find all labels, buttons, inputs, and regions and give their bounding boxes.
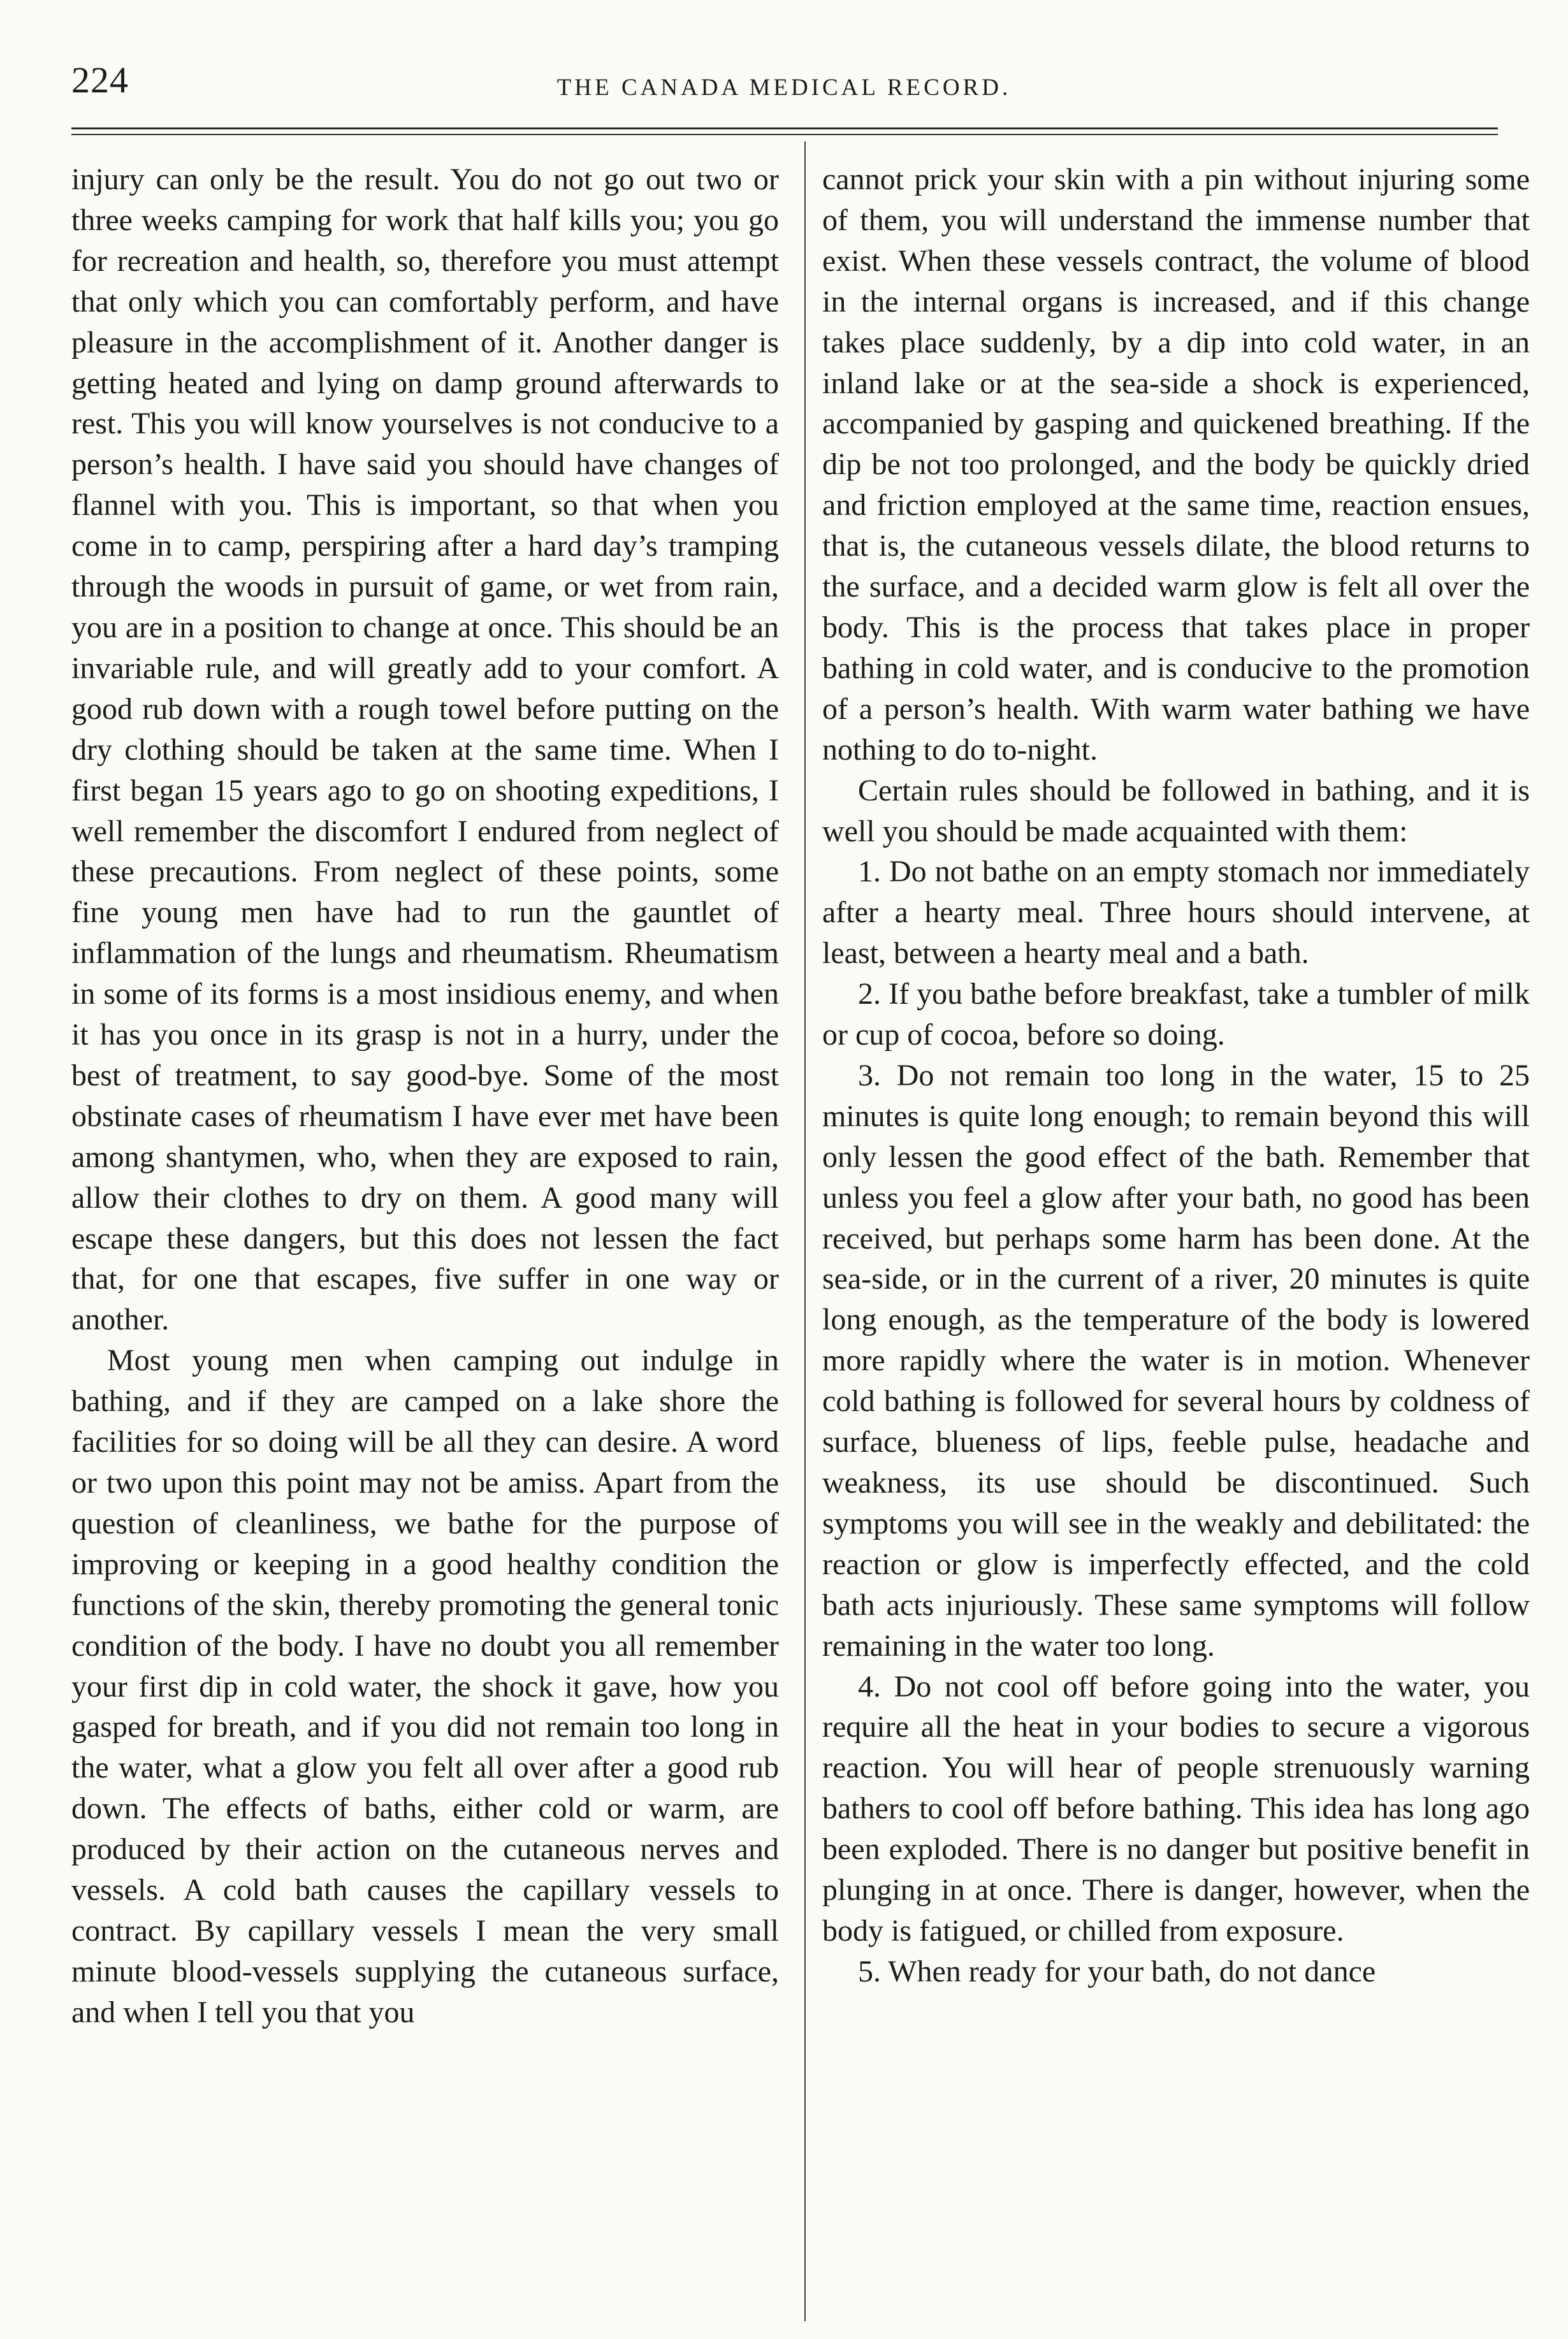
column-divider [804, 141, 806, 2321]
rule-item: 3. Do not remain too long in the water, 15 to 25 minutes is quite long enough; to remain beyond this will only lessen the good effect of the bath. Remember that unless you feel a glow after your bath, no good has been received, but perhaps some harm has been done. At the sea-side, or in the current of a river, 20 minutes is quite long enough, as the temperature of the body is lowered more rapidly where the water is in motion. Whenever cold bathing is followed for several hours by coldness of surface, blueness of lips, feeble pulse, headache and weakness, its use should be discontinued. Such symptoms you will see in the weakly and debilitated: the reaction or glow is imperfectly effected, and the cold bath acts injuriously. These same symptoms will follow remaining in the water too long. [822, 1058, 1530, 1663]
paragraph: cannot prick your skin with a pin without injuring some of them, you will understand the immense number that exist. When these vessels contract, the volume of blood in the internal organs is increased, and if this change takes place suddenly, by a dip into cold water, in an inland lake or at the sea-side a shock is experienced, accompanied by gasping and quickened breathing. If the dip be not too prolonged, and the body be quickly dried and friction employed at the same time, reaction ensues, that is, the cutaneous vessels dilate, the blood returns to the surface, and a decided warm glow is felt all over the body. This is the process that takes place in proper bathing in cold water, and is conducive to the promotion of a person’s health. With warm water bathing we have nothing to do to-night. [822, 163, 1530, 767]
header-rule-bottom [71, 134, 1498, 135]
page-number: 224 [71, 59, 129, 101]
paragraph: Certain rules should be followed in bathing, and it is well you should be made acquainted with them: [822, 773, 1530, 848]
paragraph: Most young men when camping out indulge in bathing, and if they are camped on a lake shore the facilities for so doing will be all they can desire. A word or two upon this point may not be amiss. Apart from the question of cleanliness, we bathe for the purpose of improving or keeping in a good healthy condition the functions of the skin, thereby promoting the general tonic condition of the body. I have no doubt you all remember your first dip in cold water, the shock it gave, how you gasped for breath, and if you did not remain too long in the water, what a glow you felt all over after a good rub down. The effects of baths, either cold or warm, are produced by their action on the cutaneous nerves and vessels. A cold bath causes the capillary vessels to contract. By capillary vessels I mean the very small minute blood-vessels supplying the cutaneous surface, and when I tell you that you [71, 1343, 779, 2029]
right-column [822, 159, 1530, 1992]
rule-item: 2. If you bathe before breakfast, take a tumbler of milk or cup of cocoa, before so doing. [822, 977, 1530, 1052]
rule-item: 5. When ready for your bath, do not dance [858, 1954, 1376, 1988]
paragraph: injury can only be the result. You do not go out two or three weeks camping for work that half kills you; you go for recreation and health, so, therefore you must attempt that only which you can comfortably perform, and have pleasure in the accomplishment of it. Another danger is getting heated and lying on damp ground afterwards to rest. This you will know yourselves is not conducive to a person’s health. I have said you should have changes of flannel with you. This is important, so that when you come in to camp, perspiring after a hard day’s tramping through the woods in pursuit of game, or wet from rain, you are in a position to change at once. This should be an invariable rule, and will greatly add to your comfort. A good rub down with a rough towel before putting on the dry clothing should be taken at the same time. When I first began 15 years ago to go on shooting expeditions, I well remember the discomfort I endured from neglect of these precautions. From neglect of these points, some fine young men have had to run the gauntlet of inflammation of the lungs and rheumatism. Rheumatism in some of its forms is a most insidious enemy, and when it has you once in its grasp is not in a hurry, under the best of treatment, to say good-bye. Some of the most obstinate cases of rheumatism I have ever met have been among shantymen, who, when they are exposed to rain, allow their clothes to dry on them. A good many will escape these dangers, but this does not lessen the fact that, for one that escapes, five suffer in one way or another. [71, 163, 779, 1337]
journal-title: THE CANADA MEDICAL RECORD. [556, 75, 1012, 101]
header-rule-top [71, 127, 1498, 129]
left-column [71, 159, 779, 2033]
rule-item: 1. Do not bathe on an empty stomach nor immediately after a hearty meal. Three hours should intervene, at least, between a hearty meal and a bath. [822, 855, 1530, 971]
running-head [71, 59, 1497, 117]
rule-item: 4. Do not cool off before going into the water, you require all the heat in your bodies to secure a vigorous reaction. You will hear of people strenuously warning bathers to cool off before bathing. This idea has long ago been exploded. There is no danger but positive benefit in plunging in at once. There is danger, however, when the body is fatigued, or chilled from exposure. [822, 1669, 1530, 1948]
